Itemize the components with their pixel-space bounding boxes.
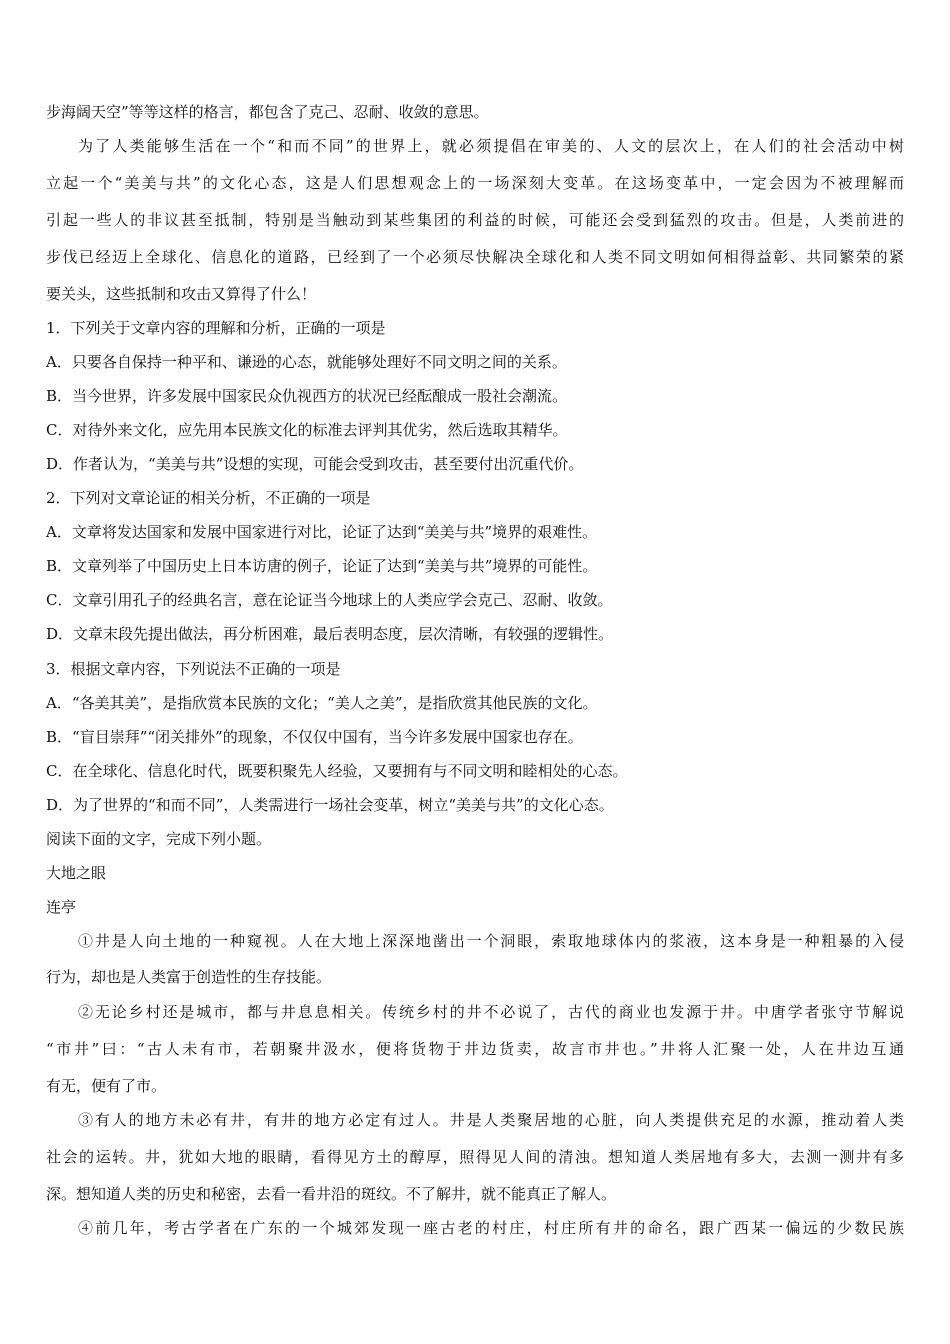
- answer-option: B．文章列举了中国历史上日本访唐的例子，论证了达到“美美与共”境界的可能性。: [46, 557, 598, 575]
- question-stem: 1．下列关于文章内容的理解和分析，正确的一项是: [46, 319, 386, 337]
- reading-instruction: 阅读下面的文字，完成下列小题。: [46, 830, 272, 848]
- text-line: “市井”曰：“古人未有市，若朝聚井汲水，便将货物于井边货卖，故言市井也。”井将人汇聚一处，人在井边互通: [46, 1040, 904, 1058]
- text-line: ③有人的地方未必有井，有井的地方必定有过人。井是人类聚居地的心脏，向人类提供充足的水源，推动着人类: [78, 1111, 904, 1129]
- answer-option: D．为了世界的“和而不同”，人类需进行一场社会变革，树立“美美与共”的文化心态。: [46, 796, 614, 814]
- text-line: 有无，便有了市。: [46, 1077, 167, 1095]
- answer-option: C．在全球化、信息化时代，既要积聚先人经验，又要拥有与不同文明和睦相处的心态。: [46, 762, 628, 780]
- answer-option: A．文章将发达国家和发展中国家进行对比，论证了达到“美美与共”境界的艰难性。: [46, 523, 598, 541]
- article-author: 连亭: [46, 898, 77, 916]
- answer-option: C．对待外来文化，应先用本民族文化的标准去评判其优劣，然后选取其精华。: [46, 421, 568, 439]
- text-line: 为了人类能够生活在一个“和而不同”的世界上，就必须提倡在审美的、人文的层次上，在人们的社会活动中树: [78, 137, 904, 155]
- text-line: 深。想知道人类的历史和秘密，去看一看井沿的斑纹。不了解井，就不能真正了解人。: [46, 1185, 617, 1203]
- answer-option: B．当今世界，许多发展中国家民众仇视西方的状况已经酝酿成一股社会潮流。: [46, 387, 568, 405]
- question-stem: 2．下列对文章论证的相关分析，不正确的一项是: [46, 489, 371, 507]
- text-line: 步伐已经迈上全球化、信息化的道路，已经到了一个必须尽快解决全球化和人类不同文明如何相得益彰、共同繁荣的紧: [46, 248, 904, 266]
- text-line: 行为，却也是人类富于创造性的生存技能。: [46, 968, 332, 986]
- text-line: ①井是人向土地的一种窥视。人在大地上深深地凿出一个洞眼，索取地球体内的浆液，这本身是一种粗暴的入侵: [78, 932, 904, 950]
- text-line: 立起一个“美美与共”的文化心态，这是人们思想观念上的一场深刻大变革。在这场变革中，一定会因为不被理解而: [46, 174, 904, 192]
- question-stem: 3．根据文章内容，下列说法不正确的一项是: [46, 660, 341, 678]
- text-line: 要关头，这些抵制和攻击又算得了什么！: [46, 285, 317, 303]
- text-line: 社会的运转。井，犹如大地的眼睛，看得见方土的醇厚，照得见人间的清浊。想知道人类居地有多大，去测一测井有多: [46, 1148, 904, 1166]
- answer-option: A．只要各自保持一种平和、谦逊的心态，就能够处理好不同文明之间的关系。: [46, 353, 567, 371]
- text-line: ④前几年，考古学者在广东的一个城郊发现一座古老的村庄，村庄所有井的命名，跟广西某一偏远的少数民族: [78, 1219, 904, 1237]
- answer-option: B．“盲目崇拜”“闭关排外”的现象，不仅仅中国有，当今许多发展中国家也存在。: [46, 728, 583, 746]
- answer-option: A．“各美其美”，是指欣赏本民族的文化；“美人之美”，是指欣赏其他民族的文化。: [46, 694, 598, 712]
- answer-option: D．作者认为，“美美与共”设想的实现，可能会受到攻击，甚至要付出沉重代价。: [46, 455, 584, 473]
- answer-option: D．文章末段先提出做法，再分析困难，最后表明态度，层次清晰，有较强的逻辑性。: [46, 625, 614, 643]
- text-line: 引起一些人的非议甚至抵制，特别是当触动到某些集团的利益的时候，可能还会受到猛烈的攻击。但是，人类前进的: [46, 211, 904, 229]
- answer-option: C．文章引用孔子的经典名言，意在论证当今地球上的人类应学会克己、忍耐、收敛。: [46, 591, 613, 609]
- text-line: 步海阔天空”等等这样的格言，都包含了克己、忍耐、收敛的意思。: [46, 103, 489, 121]
- article-title: 大地之眼: [46, 864, 107, 882]
- text-line: ②无论乡村还是城市，都与井息息相关。传统乡村的井不必说了，古代的商业也发源于井。中唐学者张守节解说: [78, 1003, 904, 1021]
